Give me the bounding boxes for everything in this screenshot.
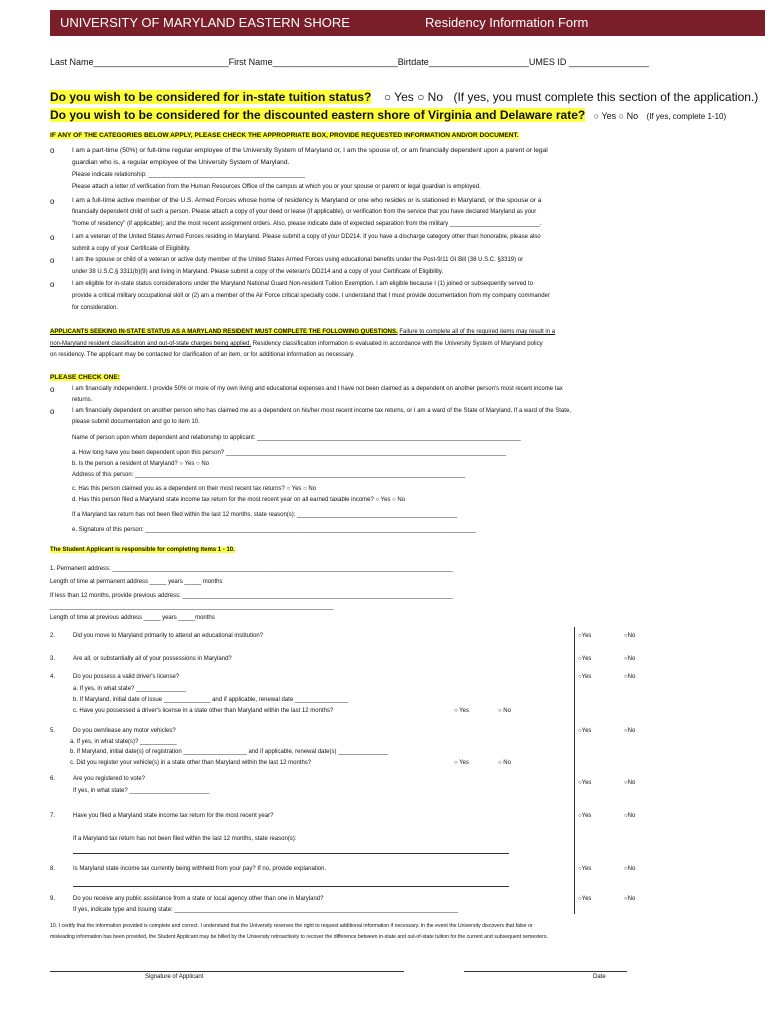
vehicle-dates-field[interactable]: b. If Maryland, initial date(s) of registration ___________________ and if applicable, renewal date(s) _______________ [70, 749, 389, 755]
item-7-yes[interactable]: ○Yes [578, 813, 592, 819]
category-3-radio[interactable]: o [50, 233, 55, 242]
category-4-radio[interactable]: o [50, 256, 55, 265]
cat-line: financially dependent child of such a person. Please attach a copy of your deed or lease (if applicable), or verification from the service that you have declared Maryland as your [72, 209, 537, 215]
item-8-yes[interactable]: ○Yes [578, 866, 592, 872]
instate-note: (If yes, you must complete this section of the application.) [453, 90, 759, 104]
separation-date-field[interactable]: "home of residency" (if applicable); and the most recent assignment orders. Also, please indicate date of expected separation from the military ___________________________. [72, 221, 542, 227]
dependent-claimed[interactable]: c. Has this person claimed you as a dependent on their most recent tax returns? ○ Yes ○ No [72, 486, 317, 492]
withheld-explanation-field[interactable] [73, 886, 509, 887]
cat-line: provide a critical military occupational skill or (2) am a member of the Air Force critical specialty code. I understand that I must provide documentation from my company commander [72, 293, 550, 299]
item-5-no[interactable]: ○No [624, 728, 636, 734]
item-5-yes[interactable]: ○Yes [578, 728, 592, 734]
discount-radio-options[interactable]: ○ Yes ○ No [593, 111, 639, 121]
permanent-address-field[interactable]: 1. Permanent address: ______________________________________________________________________________________________________ [50, 566, 453, 572]
item-3-number: 3. [50, 656, 56, 662]
item-8-text: Is Maryland state income tax currently being withheld from your pay? If no, provide explanation. [73, 866, 327, 872]
item-9-text: Do you receive any public assistance from a state or local agency other than one in Maryland? [73, 896, 324, 902]
dependent-filed-tax[interactable]: d. Has this person filed a Maryland state income tax return for the most recent year on all earned taxable income? ○ Yes ○ No [72, 497, 406, 503]
item-6-number: 6. [50, 776, 56, 782]
vehicle-other-no[interactable]: ○ No [498, 760, 511, 766]
discount-question-text: Do you wish to be considered for the discounted eastern shore of Virginia and Delaware rate? [50, 108, 586, 122]
item-3-yes[interactable]: ○Yes [578, 656, 592, 662]
item-3-no[interactable]: ○No [624, 656, 636, 662]
applicants-text: Failure to complete all of the required items may result in a [399, 329, 556, 335]
category-5-radio[interactable]: o [50, 280, 55, 289]
discount-note: (If yes, complete 1-10) [646, 112, 727, 121]
md-tax-reason-field[interactable] [73, 853, 509, 854]
applicants-text: Residency classification information is evaluated in accordance with the University System of Maryland policy [252, 341, 543, 347]
previous-time-field[interactable]: Length of time at previous address _____ years _____months [50, 615, 215, 621]
vote-state-field[interactable]: If yes, in what state? ________________________ [73, 788, 210, 794]
item-4-yes[interactable]: ○Yes [578, 674, 592, 680]
item-2-yes[interactable]: ○Yes [578, 633, 592, 639]
license-dates-field[interactable]: b. If Maryland, initial date of issue ______________ and if applicable, renewal date ________________ [73, 697, 349, 703]
signature-line[interactable] [50, 971, 404, 972]
item-2-number: 2. [50, 633, 56, 639]
dependent-duration-field[interactable]: a. How long have you been dependent upon this person? ____________________________________________________________________________________ [72, 450, 507, 456]
check-line: please submit documentation and go to item 10. [72, 419, 200, 425]
vehicle-state-field[interactable]: a. If yes, in what state(s)? ___________ [70, 739, 177, 745]
applicants-line [50, 341, 543, 347]
item-6-no[interactable]: ○No [624, 780, 636, 786]
dependent-md-resident[interactable]: b. Is the person a resident of Maryland? ○ Yes ○ No [72, 461, 209, 467]
cat-line: for consideration. [72, 305, 119, 311]
item-7-no[interactable]: ○No [624, 813, 636, 819]
student-heading: The Student Applicant is responsible for completing items 1 - 10. [50, 547, 235, 553]
permanent-time-field[interactable]: Length of time at permanent address _____ years _____ months [50, 579, 223, 585]
cat-line: guardian who is, a regular employee of the University System of Maryland. [72, 159, 290, 166]
certification-text: misleading information has been provided, the Student Applicant may be billed by the University retroactively to recover the difference between in-state and out-of-state tuition for the current and subsequent semesters. [50, 934, 548, 940]
cat-line: I am a part-time (50%) or full-time regular employee of the University System of Maryland or, I am the spouse of, or am financially dependent upon a parent or legal [72, 147, 548, 154]
name-fields-line[interactable]: Last Name___________________________First Name_________________________Birtdate____________________UMES ID ________________ [50, 57, 650, 67]
form-title: Residency Information Form [425, 15, 589, 30]
dependent-address-field[interactable]: Address of this person: ___________________________________________________________________________________________________ [72, 472, 466, 478]
item-2-text: Did you move to Maryland primarily to attend an educational institution? [73, 633, 264, 639]
certification-text: 10. I certify that the information provided is complete and correct. I understand that the University reserves the right to request additional information if necessary. In the event the University discovers that false or [50, 923, 533, 929]
license-other-yes[interactable]: ○ Yes [454, 708, 469, 714]
dependent-name-field[interactable]: Name of person upon whom dependent and relationship to applicant: _______________________________________________________________________________ [72, 435, 521, 441]
signature-label: Signature of Applicant [145, 974, 204, 980]
applicants-heading: APPLICANTS SEEKING IN-STATE STATUS AS A MARYLAND RESIDENT MUST COMPLETE THE FOLLOWING QUESTIONS. [50, 329, 398, 335]
independent-radio[interactable]: o [50, 385, 55, 394]
applicants-text: non-Maryland resident classification and out-of-state charges being applied. [50, 341, 252, 347]
university-name: UNIVERSITY OF MARYLAND EASTERN SHORE [60, 15, 350, 30]
license-other-state: c. Have you possessed a driver's license in a state other than Maryland within the last 12 months? [73, 708, 334, 714]
item-5-number: 5. [50, 728, 56, 734]
dependent-radio[interactable]: o [50, 407, 55, 416]
license-state-field[interactable]: a. If yes, in what state? _______________ [73, 686, 187, 692]
applicants-block [50, 329, 555, 335]
date-label: Date [593, 974, 606, 980]
item-7-number: 7. [50, 813, 56, 819]
item-8-no[interactable]: ○No [624, 866, 636, 872]
assistance-type-field[interactable]: If yes, indicate type and issuing state: _____________________________________________________________________________________ [73, 907, 459, 913]
item-4-text: Do you possess a valid driver's license? [73, 674, 180, 680]
license-other-no[interactable]: ○ No [498, 708, 511, 714]
item-4-number: 4. [50, 674, 56, 680]
cat-line: I am the spouse or child of a veteran or active duty member of the United States Armed Forces using educational benefits under the Post-9/11 GI Bill (38 U.S.C. §3319) or [72, 257, 524, 263]
cat-line: I am a veteran of the United States Armed Forces residing in Maryland. Please submit a copy of your DD214. If you have a discharge category other than honorable, please also [72, 234, 541, 240]
check-line: I am financially dependent on another person who has claimed me as a dependent on his/her most recent income tax returns, or I am a ward of the State of Maryland. If a ward of the State, [72, 408, 571, 414]
cat-line: under 38 U.S.C.§ 3311(b)(9) and living in Maryland. Please submit a copy of the veteran's DD214 and a copy of your Certificate of Eligibility. [72, 269, 444, 275]
item-4-no[interactable]: ○No [624, 674, 636, 680]
item-9-yes[interactable]: ○Yes [578, 896, 592, 902]
yes-no-column-divider [574, 627, 575, 914]
cat-line: I am a full-time active member of the U.S. Armed Forces whose home of residency is Maryland or one who resides or is stationed in Maryland, or the spouse or a [72, 197, 542, 204]
cat-line: I am eligible for in-state status considerations under the Maryland National Guard Non-resident Tuition Exemption. I am eligible because I (1) joined or subsequently served to [72, 281, 533, 287]
cat-line: Please attach a letter of verification from the Human Resources Office of the campus at which you or your spouse or parent or legal guardian is employed. [72, 184, 481, 190]
item-9-number: 9. [50, 896, 56, 902]
item-9-no[interactable]: ○No [624, 896, 636, 902]
dependent-tax-reason-field[interactable]: If a Maryland tax return has not been filed within the last 12 months, state reason(s): ________________________________________________ [72, 512, 458, 518]
check-one-heading: PLEASE CHECK ONE: [50, 374, 120, 381]
previous-address-line2[interactable]: _____________________________________________________________________________________ [50, 604, 334, 610]
item-6-text: Are you registered to vote? [73, 776, 146, 782]
check-line: I am financially independent. I provide 50% or more of my own living and educational expenses and I have not been claimed as a dependent on another person's most recent income tax [72, 386, 563, 392]
instate-radio-options[interactable]: ○ Yes ○ No [383, 90, 444, 104]
discount-question[interactable] [50, 106, 726, 124]
item-3-text: Are all, or substantially all of your possessions in Maryland? [73, 656, 232, 662]
item-2-no[interactable]: ○No [624, 633, 636, 639]
instate-question-text: Do you wish to be considered for in-state tuition status? [50, 90, 372, 104]
category-2-radio[interactable]: o [50, 197, 55, 206]
item-5-text: Do you own/lease any motor vehicles? [73, 728, 176, 734]
previous-address-field[interactable]: If less than 12 months, provide previous address: _________________________________________________________________________________ [50, 593, 453, 599]
cat-line: submit a copy of your Certificate of Eligibility. [72, 246, 191, 252]
item-6-yes[interactable]: ○Yes [578, 780, 592, 786]
dependent-signature-field[interactable]: e. Signature of this person: ___________________________________________________________________________________________________ [72, 527, 476, 533]
applicants-line: on residency. The applicant may be contacted for clarification of an item, or for additional information as necessary. [50, 352, 355, 358]
form-header [50, 10, 765, 36]
item-7-text: Have you filed a Maryland state income tax return for the most recent year? [73, 813, 274, 819]
md-tax-reason-label: If a Maryland tax return has not been filed within the last 12 months, state reason(s): [73, 836, 297, 842]
date-line[interactable] [464, 971, 627, 972]
relationship-field[interactable]: Please indicate relationship: _______________________________________________ [72, 172, 306, 178]
vehicle-other-yes[interactable]: ○ Yes [454, 760, 469, 766]
categories-heading: IF ANY OF THE CATEGORIES BELOW APPLY, PLEASE CHECK THE APPROPRIATE BOX, PROVIDE REQUESTED INFORMATION AND/OR DOCUMENT. [50, 132, 519, 139]
category-1-radio[interactable]: o [50, 146, 55, 155]
check-line: returns. [72, 397, 93, 403]
item-8-number: 8. [50, 866, 56, 872]
vehicle-other-state: c. Did you register your vehicle(s) in a state other than Maryland within the last 12 months? [70, 760, 312, 766]
instate-question[interactable] [50, 88, 758, 106]
